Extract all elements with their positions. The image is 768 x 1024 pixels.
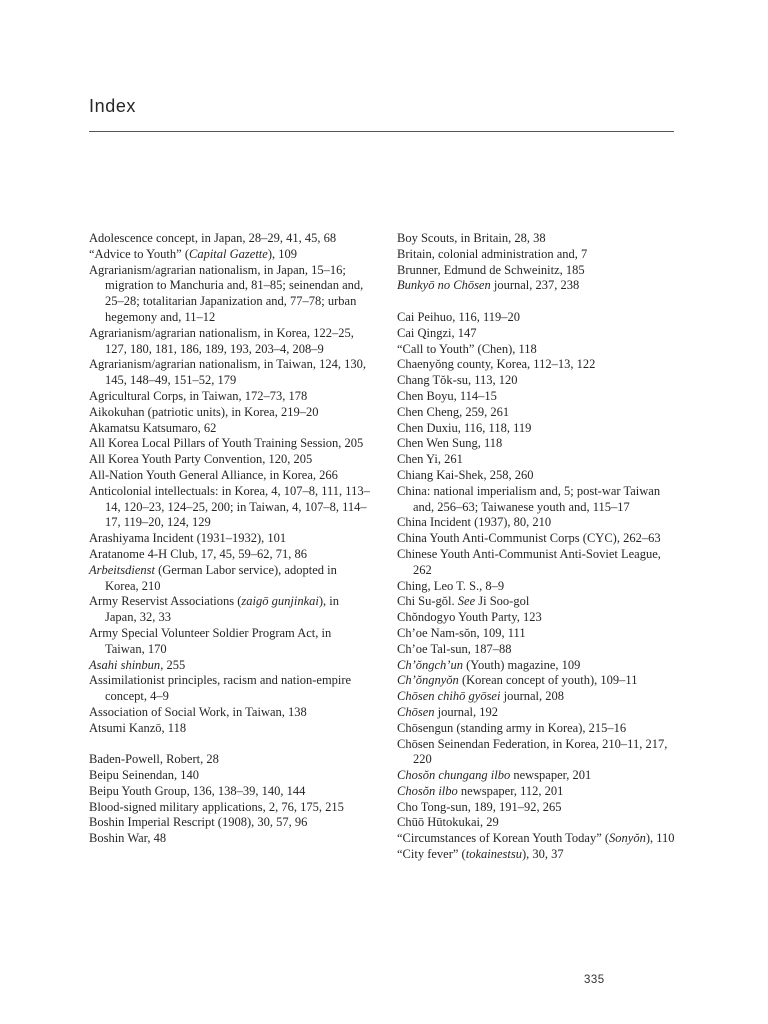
index-entry bbox=[397, 594, 675, 610]
index-entry bbox=[89, 389, 371, 405]
index-entry-text: Agrarianism/agrarian nationalism, in Korea, 122–25, 127, 180, 181, 186, 189, 193, 203–4, 208–9 bbox=[89, 325, 354, 356]
index-entry-text: (Youth) magazine, 109 bbox=[462, 657, 581, 672]
index-entry-text: Assimilationist principles, racism and nation-empire concept, 4–9 bbox=[89, 673, 352, 704]
index-entry-text: “Call to Youth” (Chen), 118 bbox=[397, 341, 537, 356]
index-entry-text: China Incident (1937), 80, 210 bbox=[397, 515, 552, 530]
index-entry-text: Beipu Youth Group, 136, 138–39, 140, 144 bbox=[89, 783, 306, 798]
index-entry-italic-text: See bbox=[457, 594, 476, 609]
index-entry-italic-text: Asahi shinbun bbox=[89, 657, 161, 672]
index-entry bbox=[89, 421, 371, 437]
index-entry-italic-text: Capital Gazette bbox=[189, 246, 268, 261]
index-entry bbox=[397, 515, 675, 531]
index-letter-gap bbox=[397, 294, 675, 310]
index-entry bbox=[397, 247, 675, 263]
index-entry-text: Army Special Volunteer Soldier Program Act, in Taiwan, 170 bbox=[89, 625, 332, 656]
index-entry-text: Boshin Imperial Rescript (1908), 30, 57, 96 bbox=[89, 815, 308, 830]
index-entry bbox=[89, 831, 371, 847]
index-entry-text: Chen Boyu, 114–15 bbox=[397, 388, 497, 403]
index-letter-gap bbox=[89, 737, 371, 753]
index-entry bbox=[89, 673, 371, 705]
page-title: Index bbox=[89, 96, 137, 116]
index-entry-text: Adolescence concept, in Japan, 28–29, 41, 45, 68 bbox=[89, 231, 337, 245]
index-entry bbox=[397, 610, 675, 626]
index-entry-text: Atsumi Kanzō, 118 bbox=[89, 720, 187, 735]
index-entry bbox=[397, 231, 675, 247]
index-entry-text: ), in Japan, 32, 33 bbox=[105, 594, 339, 625]
index-entry bbox=[89, 357, 371, 389]
index-entry-text: Chinese Youth Anti-Communist Anti-Soviet League, 262 bbox=[397, 546, 661, 577]
index-entry bbox=[89, 784, 371, 800]
index-entry bbox=[397, 768, 675, 784]
index-entry-text: Chaenyŏng county, Korea, 112–13, 122 bbox=[397, 357, 596, 372]
index-entry-text: Aratanome 4-H Club, 17, 45, 59–62, 71, 86 bbox=[89, 546, 308, 561]
index-entry-italic-text: Ch’ŏngnyŏn bbox=[397, 673, 459, 688]
index-entry bbox=[397, 436, 675, 452]
index-entry bbox=[397, 421, 675, 437]
index-entry-text: newspaper, 201 bbox=[510, 768, 592, 783]
index-entry-italic-text: Bunkyō no Chōsen bbox=[397, 278, 491, 293]
index-entry bbox=[397, 531, 675, 547]
index-entry-text: ), 109 bbox=[267, 246, 297, 261]
index-entry bbox=[89, 658, 371, 674]
index-entry bbox=[397, 831, 675, 847]
index-entry-text: “Circumstances of Korean Youth Today” ( bbox=[397, 831, 610, 846]
index-entry bbox=[397, 484, 675, 516]
index-entry-text: Army Reservist Associations ( bbox=[89, 594, 242, 609]
index-entry bbox=[397, 310, 675, 326]
index-entry bbox=[397, 626, 675, 642]
index-entry-text: (German Labor service), adopted in Korea, 210 bbox=[105, 562, 337, 593]
index-entry bbox=[89, 594, 371, 626]
index-entry bbox=[397, 579, 675, 595]
index-entry bbox=[397, 452, 675, 468]
index-entry bbox=[397, 737, 675, 769]
index-entry bbox=[397, 642, 675, 658]
index-entry-text: Association of Social Work, in Taiwan, 138 bbox=[89, 704, 307, 719]
index-entry-text: Ching, Leo T. S., 8–9 bbox=[397, 578, 505, 593]
index-entry-text: Chiang Kai-Shek, 258, 260 bbox=[397, 467, 534, 482]
index-entry bbox=[397, 800, 675, 816]
index-entry-text: Chūō Hūtokukai, 29 bbox=[397, 815, 499, 830]
index-entry-text: Blood-signed military applications, 2, 76, 175, 215 bbox=[89, 799, 344, 814]
index-entry-text: Chōsen Seinendan Federation, in Korea, 210–11, 217, 220 bbox=[397, 736, 668, 767]
index-entry bbox=[89, 768, 371, 784]
index-entry bbox=[397, 342, 675, 358]
index-entry-text: , 255 bbox=[160, 657, 186, 672]
index-entry bbox=[89, 326, 371, 358]
index-entry-text: China: national imperialism and, 5; post-war Taiwan and, 256–63; Taiwanese youth and, 115–17 bbox=[397, 483, 661, 514]
index-entry-text: Chen Cheng, 259, 261 bbox=[397, 404, 510, 419]
index-entry-text: ), 110 bbox=[645, 831, 675, 846]
index-entry-text: All Korea Youth Party Convention, 120, 205 bbox=[89, 452, 313, 467]
index-entry bbox=[397, 815, 675, 831]
index-entry bbox=[89, 436, 371, 452]
index-entry-text: Chang Tŏk-su, 113, 120 bbox=[397, 373, 518, 388]
index-entry-text: Baden-Powell, Robert, 28 bbox=[89, 752, 219, 767]
index-entry bbox=[397, 373, 675, 389]
index-entry-italic-text: Chōsen bbox=[397, 704, 435, 719]
index-entry bbox=[89, 721, 371, 737]
index-entry-text: All Korea Local Pillars of Youth Training Session, 205 bbox=[89, 436, 364, 451]
index-entry-italic-text: zaigō gunjinkai bbox=[241, 594, 319, 609]
index-entry-text: Boy Scouts, in Britain, 28, 38 bbox=[397, 231, 546, 245]
index-entry-text: Chi Su-gŏl. bbox=[397, 594, 458, 609]
index-entry-text: ), 30, 37 bbox=[521, 847, 564, 862]
index-entry-text: Akamatsu Katsumaro, 62 bbox=[89, 420, 217, 435]
index-entry bbox=[89, 263, 371, 326]
index-entry-italic-text: Ch’ŏngch’un bbox=[397, 657, 463, 672]
index-entry bbox=[397, 357, 675, 373]
index-entry-text: China Youth Anti-Communist Corps (CYC), 262–63 bbox=[397, 531, 661, 546]
index-entry-italic-text: Chōsen chihō gyōsei bbox=[397, 689, 501, 704]
index-entry bbox=[89, 705, 371, 721]
index-entry-italic-text: tokainestsu bbox=[465, 847, 522, 862]
index-entry bbox=[89, 452, 371, 468]
index-entry bbox=[397, 326, 675, 342]
index-entry bbox=[89, 405, 371, 421]
index-entry bbox=[89, 484, 371, 531]
index-entry bbox=[397, 721, 675, 737]
index-entry-text: Aikokuhan (patriotic units), in Korea, 219–20 bbox=[89, 404, 319, 419]
index-entry-text: journal, 192 bbox=[434, 704, 499, 719]
title-rule bbox=[89, 131, 674, 132]
index-entry bbox=[397, 263, 675, 279]
index-entry-text: Chŏndogyo Youth Party, 123 bbox=[397, 610, 542, 625]
index-entry bbox=[397, 705, 675, 721]
index-entry-text: Chen Wen Sung, 118 bbox=[397, 436, 503, 451]
index-entry-text: “Advice to Youth” ( bbox=[89, 246, 189, 261]
index-entry-text: Chen Yi, 261 bbox=[397, 452, 463, 467]
index-entry-text: Cho Tong-sun, 189, 191–92, 265 bbox=[397, 799, 562, 814]
index-entry bbox=[397, 389, 675, 405]
index-entry bbox=[397, 847, 675, 863]
index-entry bbox=[397, 784, 675, 800]
page-number: 335 bbox=[584, 974, 605, 986]
index-entry bbox=[89, 468, 371, 484]
index-entry-text: Chōsengun (standing army in Korea), 215–16 bbox=[397, 720, 627, 735]
index-entry-text: Agricultural Corps, in Taiwan, 172–73, 178 bbox=[89, 388, 308, 403]
index-entry-text: Anticolonial intellectuals: in Korea, 4, 107–8, 111, 113–14, 120–23, 124–25, 200; in Taiwan, 4, 107–8, 114–17, 119–20, 124, 129 bbox=[89, 483, 370, 530]
index-entry bbox=[89, 547, 371, 563]
index-entry-text: journal, 208 bbox=[500, 689, 565, 704]
index-column-right bbox=[397, 231, 675, 863]
index-entry-text: Boshin War, 48 bbox=[89, 831, 167, 846]
index-entry-text: Britain, colonial administration and, 7 bbox=[397, 246, 588, 261]
index-entry bbox=[397, 468, 675, 484]
index-entry-text: Brunner, Edmund de Schweinitz, 185 bbox=[397, 262, 585, 277]
index-column-left bbox=[89, 231, 371, 847]
index-entry bbox=[89, 815, 371, 831]
index-entry-text: Cai Qingzi, 147 bbox=[397, 325, 477, 340]
index-entry bbox=[397, 689, 675, 705]
index-entry-text: Agrarianism/agrarian nationalism, in Taiwan, 124, 130, 145, 148–49, 151–52, 179 bbox=[89, 357, 366, 388]
index-entry-text: All-Nation Youth General Alliance, in Korea, 266 bbox=[89, 467, 338, 482]
index-entry bbox=[397, 673, 675, 689]
index-entry-text: Ch’oe Nam-sŏn, 109, 111 bbox=[397, 625, 526, 640]
index-entry-text: Ji Soo-gol bbox=[475, 594, 530, 609]
index-entry bbox=[89, 752, 371, 768]
index-entry-text: newspaper, 112, 201 bbox=[457, 783, 564, 798]
index-entry bbox=[89, 626, 371, 658]
index-entry bbox=[89, 800, 371, 816]
index-entry bbox=[89, 247, 371, 263]
index-entry-text: (Korean concept of youth), 109–11 bbox=[458, 673, 638, 688]
index-entry bbox=[397, 658, 675, 674]
index-entry-text: Cai Peihuo, 116, 119–20 bbox=[397, 309, 521, 324]
index-entry bbox=[397, 405, 675, 421]
index-entry-text: Arashiyama Incident (1931–1932), 101 bbox=[89, 531, 287, 546]
index-entry bbox=[397, 278, 675, 294]
index-entry-italic-text: Chosŏn chungang ilbo bbox=[397, 768, 511, 783]
index-entry bbox=[89, 563, 371, 595]
index-entry bbox=[89, 531, 371, 547]
index-entry bbox=[397, 547, 675, 579]
index-entry-text: Beipu Seinendan, 140 bbox=[89, 768, 200, 783]
index-entry bbox=[89, 231, 371, 247]
index-entry-text: Ch’oe Tal-sun, 187–88 bbox=[397, 641, 512, 656]
index-entry-text: “City fever” ( bbox=[397, 847, 466, 862]
index-entry-text: journal, 237, 238 bbox=[490, 278, 580, 293]
index-entry-text: Chen Duxiu, 116, 118, 119 bbox=[397, 420, 532, 435]
index-entry-text: Agrarianism/agrarian nationalism, in Japan, 15–16; migration to Manchuria and, 81–85; seinendan and, 25–28; totalitarian Japanization and, 77–78; urban hegemony and, 11–12 bbox=[89, 262, 364, 324]
index-entry-italic-text: Chosŏn ilbo bbox=[397, 783, 458, 798]
index-entry-italic-text: Arbeitsdienst bbox=[89, 562, 155, 577]
index-entry-italic-text: Sonyŏn bbox=[609, 831, 646, 846]
